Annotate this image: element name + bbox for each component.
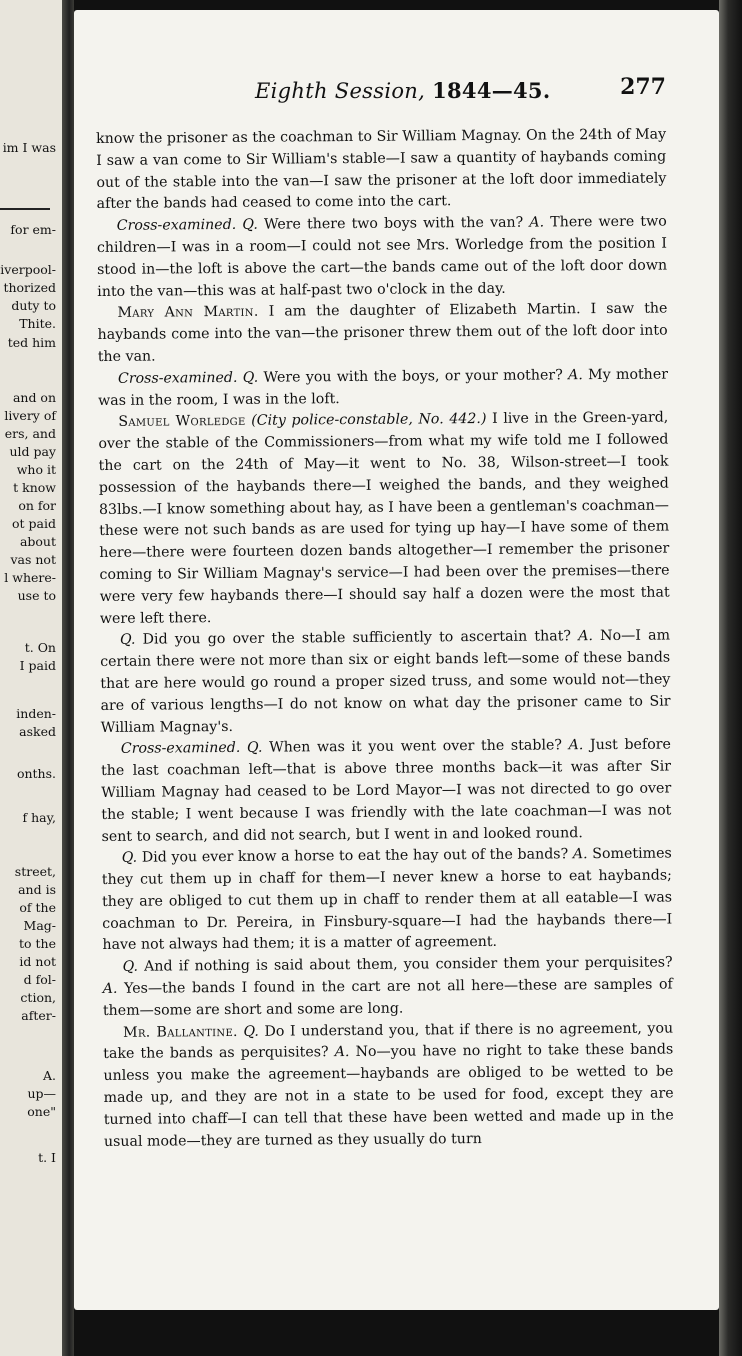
facing-page-fragment: id not (19, 954, 56, 969)
facing-page-fragment: I paid (19, 658, 56, 673)
facing-page-fragment: ers, and (4, 426, 56, 441)
facing-page-fragment: about (19, 534, 56, 549)
facing-page-fragment: ted him (7, 335, 56, 350)
page-edge-shadow (719, 0, 742, 1356)
paragraph: Cross-examined. Q. When was it you went over the stable? A. Just before the last coachman left—that is above three months back—it was after Sir William Magnay had ceased to be Lord Mayor—I was not directed to go over the stable; I went because I was friendly with the late coachman—I was not sent to search, and did not search, but I went in and looked round. (100, 736, 672, 845)
facing-page-fragment: im I was (2, 140, 56, 155)
paragraph: Cross-examined. Q. Were you with the boys, or your mother? A. My mother was in the room, I was in the loft. (98, 366, 669, 409)
facing-page-fragment: vas not (10, 552, 56, 567)
facing-page-fragment: and is (18, 882, 56, 897)
page-number: 277 (620, 74, 666, 100)
facing-page-fragment: onths. (16, 766, 56, 781)
paragraph: Q. Did you go over the stable sufficiently to ascertain that? A. No—I am certain there were not more than six or eight bands left—some of these bands that are here would go round a proper sized truss, and some would not—they are of various lengths—I do not know on what day the prisoner came to Sir William Magnay's. (100, 627, 671, 736)
facing-page-fragment: t. I (38, 1150, 56, 1165)
facing-page-fragment: inden- (16, 706, 56, 721)
facing-page-fragment: to the (19, 936, 56, 951)
facing-page-fragment: on for (18, 498, 56, 513)
paragraph: Cross-examined. Q. Were there two boys with the van? A. There were two children—I was in a room—I could not see Mrs. Worledge from the position I stood in—the loft is above the cart—the bands came out of the loft door down into the van—this was at half-past two o'clock in the day. (96, 213, 668, 300)
body-text (96, 125, 674, 1154)
facing-page-fragment: for em- (10, 222, 56, 237)
facing-page-fragment: iverpool- (0, 262, 56, 277)
paragraph: Mr. Ballantine. Q. Do I understand you, that if there is no agreement, you take the bands as perquisites? A. No—you have no right to take these bands unless you make the agreement—haybands are obliged to be wetted to be made up, and they are not in a state to be used for food, except they are turned into chaff—I can tell that these have been wetted and made up in the usual mode—they are turned as they usually do turn (103, 1020, 674, 1150)
running-head: Eighth Session, 1844—45. (255, 78, 551, 103)
facing-page-fragment: use to (17, 588, 56, 603)
facing-page-fragment: Thite. (19, 316, 56, 331)
page-header (255, 74, 734, 110)
facing-page-edge (0, 0, 62, 1356)
facing-page-fragment: up— (27, 1086, 56, 1101)
facing-page-fragment: d fol- (23, 972, 56, 987)
facing-page-fragment: livery of (4, 408, 56, 423)
facing-page-fragment: asked (19, 724, 56, 739)
facing-page-fragment: duty to (11, 298, 56, 313)
facing-page-fragment: t. On (24, 640, 56, 655)
paragraph: know the prisoner as the coachman to Sir William Magnay. On the 24th of May I saw a van come to Sir William's stable—I saw a quantity of haybands coming out of the stable into the van—I saw the prisoner at the loft door immediately after the bands had ceased to come into the cart. (96, 126, 667, 213)
facing-page-fragment: who it (16, 462, 56, 477)
margin-rule (0, 208, 50, 210)
facing-page-fragment: ction, (20, 990, 56, 1005)
facing-page-fragment: and on (12, 390, 56, 405)
facing-page-fragment: Mag- (23, 918, 56, 933)
facing-page-fragment: t know (13, 480, 56, 495)
facing-page-fragment: one" (27, 1104, 56, 1119)
paragraph: Q. Did you ever know a horse to eat the hay out of the bands? A. Sometimes they cut them up in chaff for them—I never knew a horse to eat haybands; they are obliged to cut them up in chaff to render them at all eatable—I was coachman to Dr. Pereira, in Finsbury-square—I had the haybands there—I have not always had them; it is a matter of agreement. (101, 845, 673, 954)
paragraph: Samuel Worledge (City police-constable, No. 442.) I live in the Green-yard, over the stable of the Commissioners—from what my wife told me I followed the cart on the 24th of May—it went to No. 38, Wilson-street—I took possession of the haybands there—I weighed the bands, and they weighed 83lbs.—I know something about hay, as I have been a gentleman's coachman—these were not such bands as are used for tying up hay—I have some of them here—there were fourteen dozen bands altogether—I remember the prisoner coming to Sir William Magnay's service—I had been over the premises—there were very few haybands there—I should say half a dozen were the most that were left there. (98, 409, 670, 627)
facing-page-fragment: f hay, (22, 810, 56, 825)
facing-page-fragment: thorized (3, 280, 56, 295)
facing-page-fragment: of the (19, 900, 56, 915)
paragraph: Mary Ann Martin. I am the daughter of Elizabeth Martin. I saw the haybands come into the van—the prisoner threw them out of the loft door into the van. (97, 300, 668, 365)
facing-page-fragment: A. (42, 1068, 56, 1083)
facing-page-fragment: street, (14, 864, 56, 879)
facing-page-fragment: uld pay (9, 444, 56, 459)
book-gutter (62, 0, 74, 1356)
paragraph: Q. And if nothing is said about them, you consider them your perquisites? A. Yes—the bands I found in the cart are not all here—these are samples of them—some are short and some are long. (102, 954, 673, 1019)
facing-page-fragment: l where- (4, 570, 56, 585)
facing-page-fragment: after- (21, 1008, 56, 1023)
facing-page-fragment: ot paid (12, 516, 56, 531)
